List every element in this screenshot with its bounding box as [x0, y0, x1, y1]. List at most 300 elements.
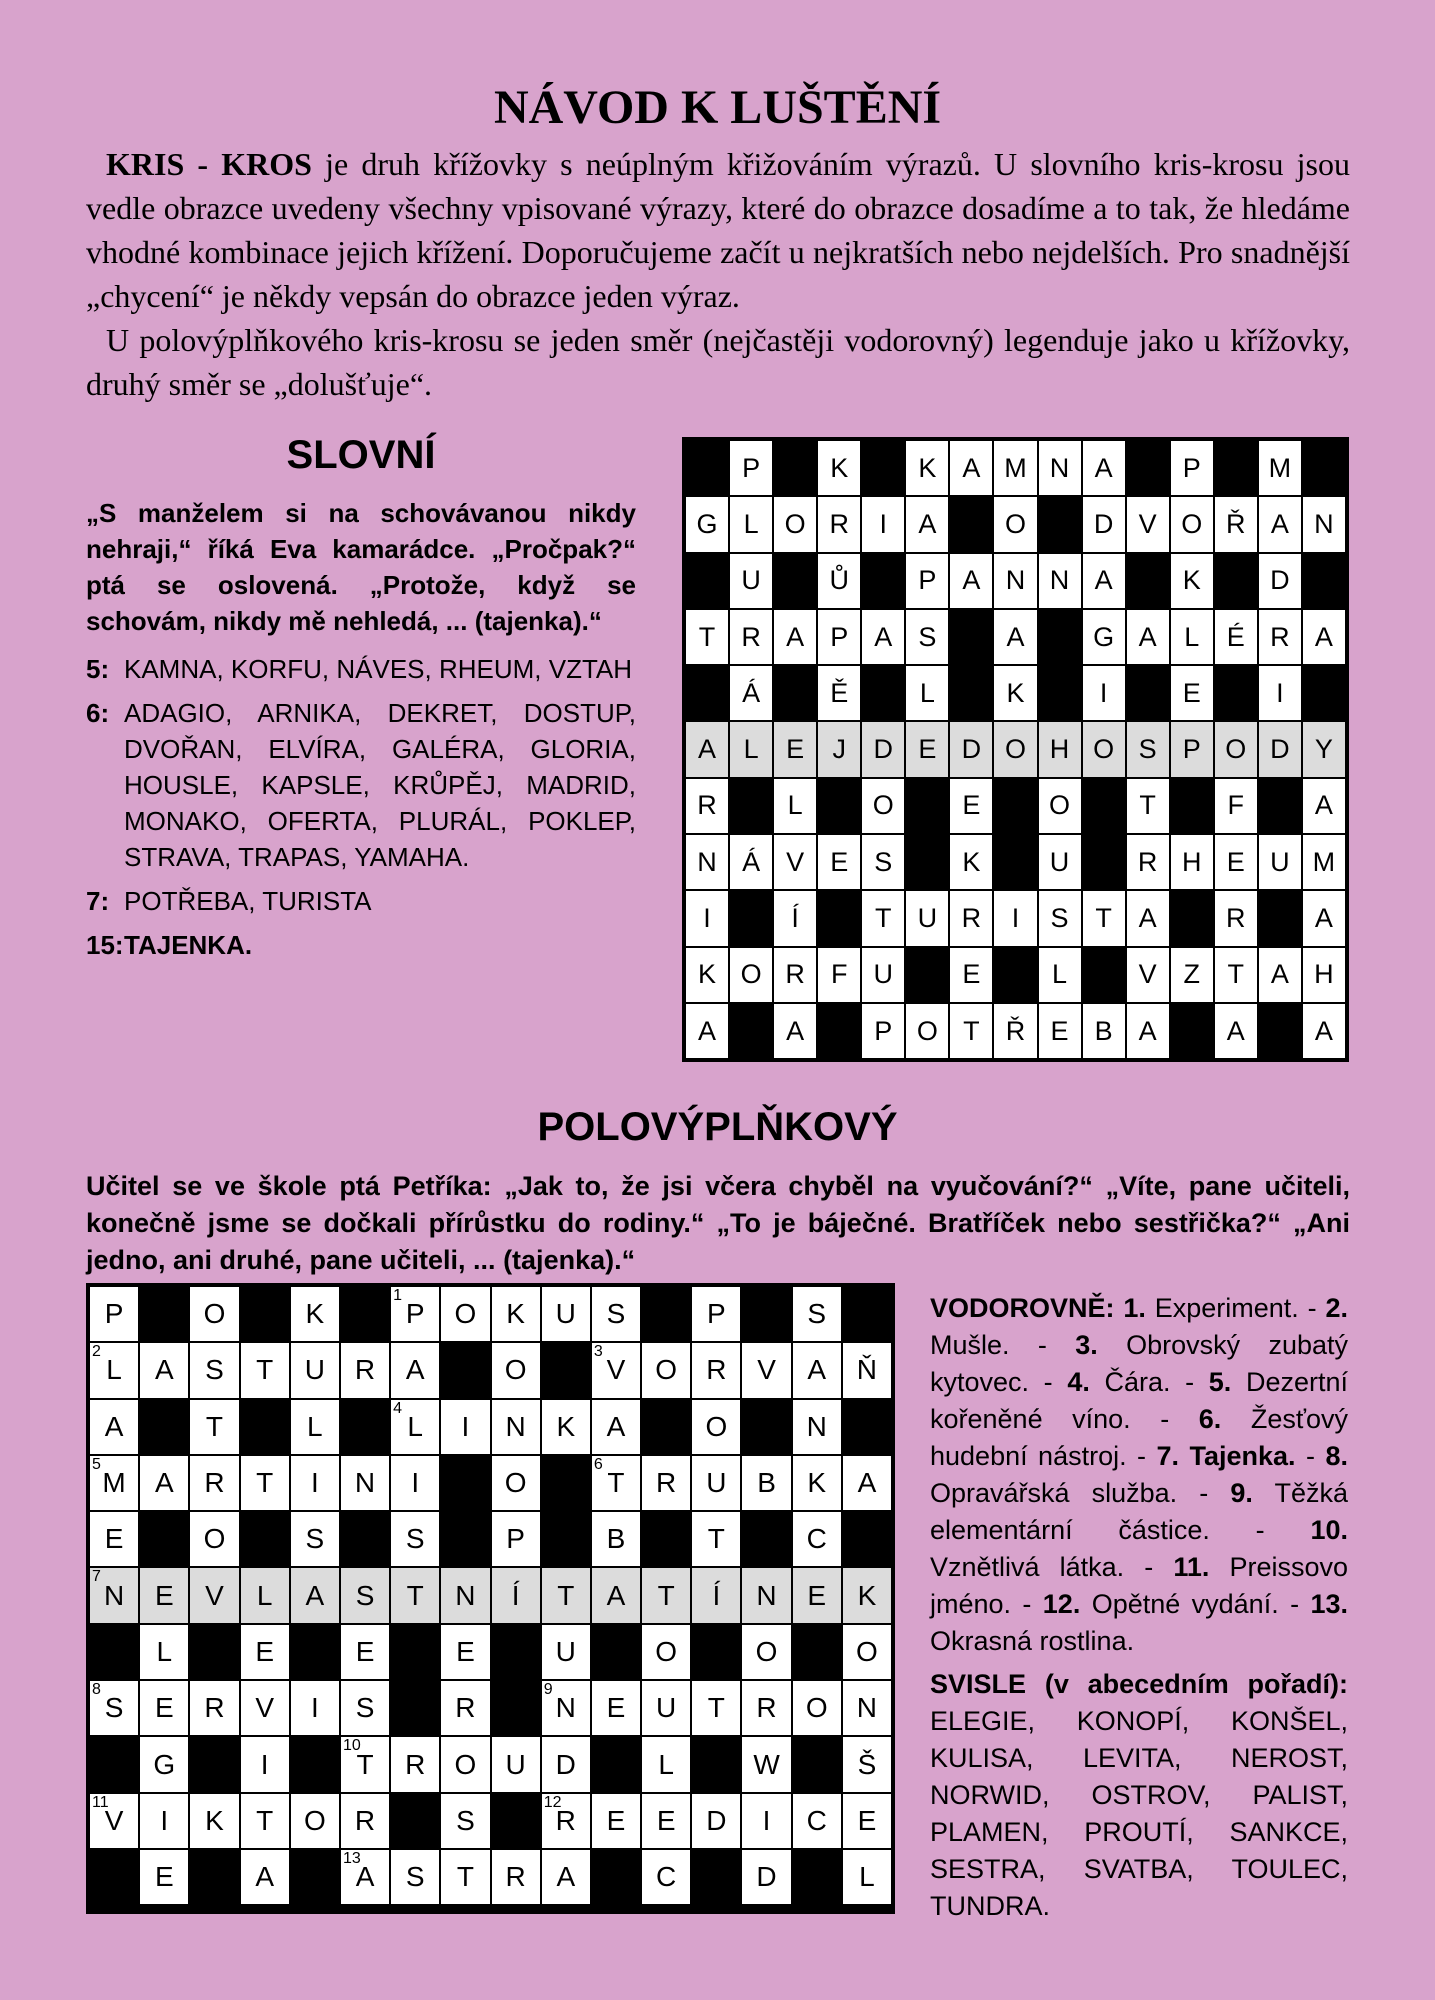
cell-letter: A: [154, 1467, 174, 1499]
grid-cell: [773, 778, 817, 834]
grid-cell: [340, 1624, 390, 1680]
grid-cell: [139, 1342, 189, 1398]
cell-letter: D: [706, 1804, 727, 1836]
cell-letter: R: [656, 1467, 677, 1499]
cell-letter: I: [310, 1467, 319, 1499]
cell-letter: A: [962, 565, 981, 596]
word-list-6: [86, 695, 636, 875]
cell-letter: S: [104, 1692, 124, 1724]
grid-cell: [189, 1511, 239, 1567]
cell-letter: O: [740, 959, 762, 990]
grid-cell: [993, 553, 1037, 609]
grid-cell-black: [1038, 609, 1082, 665]
cell-letter: A: [1094, 452, 1113, 483]
grid-cell: [792, 1455, 842, 1511]
cell-letter: P: [1182, 452, 1201, 483]
legend-item-number: 10.: [1310, 1515, 1348, 1545]
grid-cell-black: [440, 1455, 490, 1511]
grid-cell: [691, 1793, 741, 1849]
grid-cell: [240, 1455, 290, 1511]
grid-cell-black: [340, 1511, 390, 1567]
cell-letter: E: [656, 1804, 676, 1836]
grid-cell: [189, 1286, 239, 1342]
grid-cell: [1126, 496, 1170, 552]
cell-letter: A: [786, 1015, 805, 1046]
cell-letter: E: [962, 959, 981, 990]
grid-cell: [1082, 496, 1126, 552]
grid-cell: [773, 609, 817, 665]
grid-cell: [541, 1793, 591, 1849]
cell-letter: I: [1276, 677, 1284, 708]
grid-cell: [1258, 947, 1302, 1003]
grid-cell: [861, 609, 905, 665]
grid-cell-tajenka: [340, 1567, 390, 1623]
cell-letter: Ů: [829, 565, 849, 596]
cell-letter: A: [355, 1861, 375, 1893]
grid-cell: [1258, 440, 1302, 496]
grid-cell: [685, 947, 729, 1003]
grid-row: [685, 665, 1346, 721]
grid-cell: [1126, 834, 1170, 890]
cell-letter: M: [1312, 846, 1336, 877]
cell-letter: E: [1050, 1015, 1069, 1046]
grid-cell: [240, 1342, 290, 1398]
grid-cell: [89, 1511, 139, 1567]
grid-cell-black: [1302, 553, 1346, 609]
grid-cell: [1082, 553, 1126, 609]
cell-letter: R: [455, 1692, 476, 1724]
grid-cell: [491, 1511, 541, 1567]
cell-letter: S: [305, 1523, 325, 1555]
grid-cell: [139, 1680, 189, 1736]
legend-item-number: 4.: [1067, 1367, 1090, 1397]
intro-paragraph-2: U polovýplňkového kris-krosu se jeden směr (nejčastěji vodorovný) legenduje jako u křížovky, druhý směr se „dolušťuje“.: [86, 322, 1350, 402]
cell-letter: H: [1314, 959, 1334, 990]
grid-cell-tajenka: [792, 1567, 842, 1623]
cell-letter: R: [204, 1692, 225, 1724]
grid-cell: [1038, 890, 1082, 946]
grid-cell: [541, 1736, 591, 1792]
grid-cell: [340, 1793, 390, 1849]
grid-cell: [817, 609, 861, 665]
legend-item-number: 12.: [1042, 1589, 1081, 1619]
grid-cell-black: [861, 553, 905, 609]
word-list-words: ADAGIO, ARNIKA, DEKRET, DOSTUP, DVOŘAN, ELVÍRA, GALÉRA, GLORIA, HOUSLE, KAPSLE, KRŮPĚJ, MADRID, MONAKO, OFERTA, PLURÁL, POKLEP, STRAVA, TRAPAS, YAMAHA.: [124, 698, 636, 872]
clue-number: 13: [342, 1849, 361, 1867]
cell-letter: A: [1314, 903, 1333, 934]
grid-cell: [861, 778, 905, 834]
cell-letter: D: [1270, 565, 1290, 596]
cell-letter: C: [806, 1804, 827, 1836]
legend-item-number: 9.: [1230, 1478, 1253, 1508]
cell-letter: P: [506, 1523, 525, 1555]
grid-cell: [741, 1849, 791, 1905]
grid-cell: [1082, 609, 1126, 665]
grid-cell: [290, 1511, 340, 1567]
cell-letter: U: [656, 1692, 677, 1724]
legend-item-text: Obrovský zubatý kytovec.: [930, 1330, 1348, 1397]
grid-cell: [89, 1399, 139, 1455]
cell-letter: K: [918, 452, 937, 483]
clue-number: 10: [342, 1737, 361, 1755]
grid-cell-black: [440, 1342, 490, 1398]
cell-letter: V: [255, 1692, 274, 1724]
grid-cell: [491, 1286, 541, 1342]
grid-cell: [741, 1624, 791, 1680]
cell-letter: T: [698, 621, 716, 652]
grid-cell-black: [861, 440, 905, 496]
cell-letter: L: [106, 1354, 122, 1386]
grid-cell: [240, 1680, 290, 1736]
grid-cell: [541, 1624, 591, 1680]
grid-cell: [773, 1003, 817, 1059]
grid-cell-black: [817, 778, 861, 834]
word-list-7: [86, 883, 636, 919]
grid-cell: [993, 1003, 1037, 1059]
grid-cell: [1082, 890, 1126, 946]
grid-cell: [290, 1286, 340, 1342]
cell-letter: N: [1049, 452, 1070, 483]
cell-letter: E: [606, 1804, 626, 1836]
grid-cell: [792, 1399, 842, 1455]
cell-letter: E: [857, 1804, 877, 1836]
grid-cell: [773, 947, 817, 1003]
grid-cell-black: [1258, 890, 1302, 946]
grid-cell-black: [390, 1793, 440, 1849]
cell-letter: N: [697, 846, 717, 877]
grid-cell: [691, 1455, 741, 1511]
grid-cell: [1082, 440, 1126, 496]
cell-letter: U: [505, 1748, 526, 1780]
cell-letter: R: [1137, 846, 1158, 877]
grid-cell: [817, 834, 861, 890]
cell-letter: O: [916, 1015, 938, 1046]
grid-cell: [1126, 609, 1170, 665]
grid-cell-black: [491, 1624, 541, 1680]
cell-letter: A: [1314, 621, 1333, 652]
grid-cell: [440, 1286, 490, 1342]
cell-letter: A: [1138, 903, 1157, 934]
grid-cell: [817, 553, 861, 609]
grid-cell: [691, 1399, 741, 1455]
cell-letter: E: [1182, 677, 1201, 708]
grid-cell: [949, 778, 993, 834]
cell-letter: S: [355, 1692, 375, 1724]
grid-cell: [591, 1511, 641, 1567]
cell-letter: E: [456, 1635, 475, 1667]
grid-cell: [842, 1793, 892, 1849]
cell-letter: I: [160, 1804, 169, 1836]
cell-letter: E: [154, 1861, 174, 1893]
cell-letter: O: [504, 1354, 527, 1386]
cell-letter: O: [1225, 734, 1247, 765]
grid-cell: [591, 1399, 641, 1455]
legend-item-number: 13.: [1310, 1589, 1348, 1619]
cell-letter: P: [830, 621, 849, 652]
cell-letter: Ř: [1005, 1015, 1026, 1046]
grid-cell: [491, 1736, 541, 1792]
grid-cell-black: [1082, 834, 1126, 890]
cell-letter: B: [757, 1467, 776, 1499]
cell-letter: E: [807, 1579, 827, 1611]
cell-letter: T: [256, 1354, 274, 1386]
grid-cell: [641, 1342, 691, 1398]
cell-letter: P: [707, 1298, 726, 1330]
cell-letter: R: [785, 959, 805, 990]
grid-cell-black: [792, 1624, 842, 1680]
grid-cell-black: [773, 553, 817, 609]
grid-cell-black: [189, 1736, 239, 1792]
cell-letter: E: [154, 1692, 174, 1724]
grid-cell: [1258, 553, 1302, 609]
page-title: NÁVOD K LUŠTĚNÍ: [493, 81, 942, 134]
grid-row: [89, 1793, 892, 1849]
cell-letter: R: [756, 1692, 777, 1724]
slovni-clues: [86, 495, 636, 971]
grid-cell-black: [641, 1286, 691, 1342]
grid-cell-black: [189, 1849, 239, 1905]
grid-cell: [1302, 778, 1346, 834]
legend-horizontal: VODOROVNĚ: 1. Experiment. - 2. Mušle. - 3. Obrovský zubatý kytovec. - 4. Čára. - 5. Dezertní kořeněné víno. - 6. Žesťový hudební nástroj. - 7. Tajenka. - 8. Opravářská služba. - 9. Těžká elementární částice. - 10. Vznětlivá látka. - 11. Preissovo jméno. - 12. Opětné vydání. - 13. Okrasná rostlina.: [930, 1293, 1348, 1656]
cell-letter: K: [305, 1298, 325, 1330]
grid-cell: [691, 1680, 741, 1736]
grid-cell-tajenka: [1126, 721, 1170, 777]
legend-item-text: Těžká elementární částice.: [930, 1478, 1348, 1545]
cell-letter: I: [879, 508, 888, 539]
cell-letter: L: [407, 1410, 423, 1442]
cell-letter: I: [762, 1804, 771, 1836]
grid-cell: [741, 1736, 791, 1792]
cell-letter: T: [205, 1410, 224, 1442]
cell-letter: Š: [857, 1748, 877, 1780]
grid-cell-black: [390, 1680, 440, 1736]
cell-letter: S: [456, 1804, 475, 1836]
grid-cell-black: [729, 890, 773, 946]
grid-cell-black: [773, 665, 817, 721]
grid-row: [685, 496, 1346, 552]
cell-letter: U: [1049, 846, 1070, 877]
word-list-words: POTŘEBA, TURISTA: [124, 886, 372, 916]
grid-row: [685, 890, 1346, 946]
cell-letter: R: [555, 1804, 576, 1836]
grid-cell: [390, 1399, 440, 1455]
cell-letter: E: [830, 846, 849, 877]
cell-letter: U: [1270, 846, 1290, 877]
cell-letter: M: [1268, 452, 1292, 483]
grid-cell: [842, 1849, 892, 1905]
cell-letter: O: [303, 1804, 326, 1836]
cell-letter: Í: [511, 1579, 520, 1611]
grid-cell-black: [541, 1511, 591, 1567]
grid-cell: [641, 1455, 691, 1511]
grid-row: [685, 553, 1346, 609]
word-list-words: KAMNA, KORFU, NÁVES, RHEUM, VZTAH: [124, 654, 633, 684]
cell-letter: O: [872, 790, 894, 821]
grid-cell: [340, 1680, 390, 1736]
grid-cell-black: [139, 1511, 189, 1567]
grid-cell: [1214, 496, 1258, 552]
cell-letter: T: [356, 1748, 374, 1780]
cell-letter: D: [555, 1748, 576, 1780]
cell-letter: T: [657, 1579, 675, 1611]
grid-cell: [691, 1342, 741, 1398]
grid-cell: [1258, 496, 1302, 552]
grid-cell-black: [1258, 778, 1302, 834]
grid-cell: [1038, 947, 1082, 1003]
grid-cell: [861, 1003, 905, 1059]
grid-cell-black: [949, 609, 993, 665]
grid-cell: [1170, 496, 1214, 552]
grid-cell: [1302, 890, 1346, 946]
grid-cell-black: [541, 1455, 591, 1511]
grid-cell-black: [440, 1511, 490, 1567]
cell-letter: D: [873, 734, 894, 765]
grid-cell-black: [685, 665, 729, 721]
grid-cell-tajenka: [861, 721, 905, 777]
grid-cell: [691, 1286, 741, 1342]
cell-letter: E: [104, 1523, 124, 1555]
grid-cell: [240, 1624, 290, 1680]
grid-cell-black: [905, 778, 949, 834]
cell-letter: L: [156, 1635, 173, 1667]
grid-cell: [792, 1342, 842, 1398]
cell-letter: T: [557, 1579, 575, 1611]
cell-letter: G: [1093, 621, 1115, 652]
grid-cell: [741, 1680, 791, 1736]
cell-letter: S: [606, 1298, 626, 1330]
cell-letter: A: [405, 1354, 425, 1386]
cell-letter: V: [104, 1804, 124, 1836]
cell-letter: O: [1181, 508, 1203, 539]
cell-letter: S: [1138, 734, 1157, 765]
cell-letter: N: [1314, 508, 1334, 539]
grid-cell: [591, 1680, 641, 1736]
grid-cell: [1258, 609, 1302, 665]
grid-cell: [1170, 440, 1214, 496]
cell-letter: R: [354, 1804, 376, 1836]
cell-letter: H: [1181, 846, 1202, 877]
cell-letter: W: [753, 1748, 780, 1780]
cell-letter: V: [757, 1354, 776, 1386]
grid-cell-black: [340, 1399, 390, 1455]
cell-letter: N: [555, 1692, 576, 1724]
legend-item-text: Čára.: [1104, 1367, 1171, 1397]
cell-letter: O: [1093, 734, 1115, 765]
cell-letter: O: [655, 1354, 678, 1386]
grid-row: [89, 1511, 892, 1567]
grid-row: [89, 1399, 892, 1455]
cell-letter: K: [556, 1410, 576, 1442]
grid-cell-black: [390, 1624, 440, 1680]
grid-cell: [1170, 834, 1214, 890]
grid-cell-black: [89, 1849, 139, 1905]
grid-cell: [290, 1342, 340, 1398]
grid-cell: [541, 1286, 591, 1342]
grid-cell: [491, 1342, 541, 1398]
grid-cell: [240, 1736, 290, 1792]
cell-letter: I: [310, 1692, 319, 1724]
cell-letter: K: [857, 1579, 877, 1611]
legend-item-number: 3.: [1075, 1330, 1098, 1360]
grid-cell: [905, 665, 949, 721]
cell-letter: E: [1226, 846, 1245, 877]
grid-cell: [440, 1793, 490, 1849]
grid-cell-tajenka: [1214, 721, 1258, 777]
grid-cell-black: [1038, 665, 1082, 721]
grid-cell: [1082, 1003, 1126, 1059]
cell-letter: K: [1006, 677, 1025, 708]
grid-cell: [817, 947, 861, 1003]
cell-letter: S: [405, 1523, 425, 1555]
legend-item-text: Vznětlivá látka.: [930, 1552, 1125, 1582]
grid-cell: [1302, 947, 1346, 1003]
grid-cell: [685, 496, 729, 552]
grid-cell-black: [817, 1003, 861, 1059]
grid-cell-tajenka: [691, 1567, 741, 1623]
grid-cell-tajenka: [89, 1567, 139, 1623]
cell-letter: A: [556, 1861, 576, 1893]
cell-letter: N: [354, 1467, 376, 1499]
legend-h-head: VODOROVNĚ:: [930, 1293, 1115, 1323]
cell-letter: I: [411, 1467, 420, 1499]
cell-letter: R: [741, 621, 761, 652]
grid-cell: [340, 1849, 390, 1905]
cell-letter: P: [874, 1015, 893, 1046]
cell-letter: O: [1004, 508, 1026, 539]
grid-cell: [290, 1680, 340, 1736]
grid-cell: [792, 1680, 842, 1736]
grid-cell: [1126, 1003, 1170, 1059]
clue-number: 8: [92, 1681, 101, 1699]
clue-number: 1: [393, 1287, 403, 1304]
grid-cell-black: [641, 1399, 691, 1455]
legend-item-number: 7.: [1156, 1441, 1180, 1471]
grid-cell-black: [842, 1286, 892, 1342]
cell-letter: U: [873, 959, 894, 990]
cell-letter: O: [454, 1298, 477, 1330]
grid-cell-black: [691, 1624, 741, 1680]
grid-cell: [1302, 496, 1346, 552]
grid-cell: [1258, 665, 1302, 721]
cell-letter: T: [256, 1804, 274, 1836]
grid-cell: [729, 609, 773, 665]
grid-cell: [240, 1793, 290, 1849]
cell-letter: U: [706, 1467, 727, 1499]
grid-cell-tajenka: [729, 721, 773, 777]
grid-cell-tajenka: [139, 1567, 189, 1623]
grid-cell-black: [773, 440, 817, 496]
legend-item-number: 1.: [1123, 1293, 1146, 1323]
cell-letter: R: [961, 903, 982, 934]
grid-cell: [491, 1399, 541, 1455]
cell-letter: L: [743, 508, 759, 539]
cell-letter: O: [784, 508, 806, 539]
grid-cell: [773, 890, 817, 946]
grid-cell: [842, 1736, 892, 1792]
grid-cell: [591, 1342, 641, 1398]
grid-cell-black: [905, 834, 949, 890]
grid-cell-black: [741, 1399, 791, 1455]
cell-letter: K: [506, 1298, 525, 1330]
grid-cell-black: [541, 1342, 591, 1398]
grid-cell: [1038, 1003, 1082, 1059]
grid-cell: [1214, 947, 1258, 1003]
cell-letter: O: [655, 1635, 678, 1667]
cell-letter: T: [607, 1467, 625, 1499]
grid-cell-tajenka: [817, 721, 861, 777]
grid-cell-tajenka: [1170, 721, 1214, 777]
cell-letter: Á: [742, 846, 761, 877]
